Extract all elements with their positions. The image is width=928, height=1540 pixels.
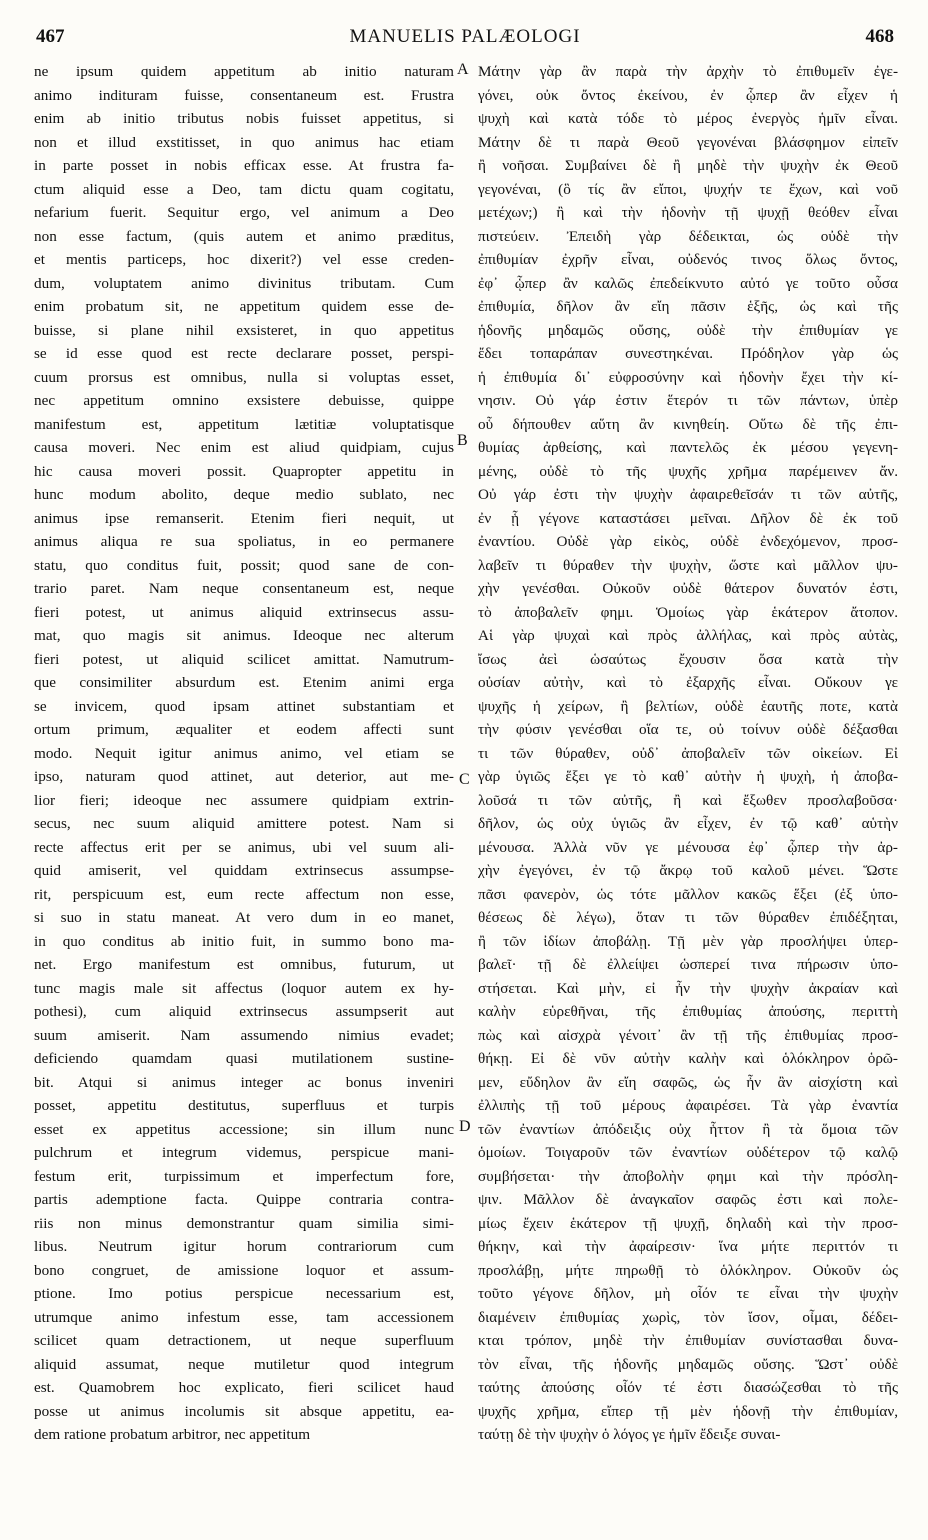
greek-text-line: τι τῶν θύραθεν, οὐδ᾽ ἀποβαλεῖν τῶν οἰκείων. Εἰ: [478, 744, 898, 762]
greek-text-line: στήσεται. Καὶ μὴν, εἰ ἦν τὴν ψυχὴν ἀκραίαν καὶ: [478, 979, 898, 997]
greek-text-line: ἢ τῶν ἰδίων ἀποβάλῃ. Τῇ μὲν γὰρ προσλήψει ὑπερ-: [478, 932, 898, 950]
greek-text-line: πὼς καὶ αἰσχρὰ γένοιτ᾽ ἂν τῇ τῆς ἐπιθυμίας προσ-: [478, 1026, 898, 1044]
latin-text-line: si suo in statu maneat. At vero dum in eo manet,: [34, 909, 454, 926]
greek-text-line: οὗ δήπουθεν αὕτη ἂν κινηθείη. Οὕτω δὲ τῆς ἐπι-: [478, 415, 898, 433]
greek-text-line: ἡ ἐπιθυμία δι᾽ εὐφροσύνην καὶ ἡδονὴν ἔχει τὴν κί-: [478, 368, 898, 386]
greek-column: [478, 60, 898, 1447]
latin-text-line: secus, nec suum aliquid amittere potest. Nam si: [34, 815, 454, 832]
latin-text-line: pothesi), cum aliquid extrinsecus assumpserit aut: [34, 1003, 454, 1020]
greek-text-line: γεγονέναι, (ὃ τίς ἂν εἴποι, ψυχήν τε ἔχων, καὶ νοῦ: [478, 180, 898, 198]
greek-text-line: πιστεύειν. Ἐπειδὴ γὰρ δέδεικται, ὡς οὐδὲ τὴν: [478, 227, 898, 245]
greek-text-line: βαλεῖ· τῇ δὲ ἐλλείψει ὡσπερεί τινα πήρωσιν ὑπο-: [478, 956, 898, 973]
greek-text-line: δῆλον, ὡς οὐχ ὑγιῶς ἂν εἶχεν, ἐν τῷ καθ᾽ αὑτὴν: [478, 815, 898, 832]
greek-text-line: μίως ἔχειν ἑκάτερον τῇ ψυχῇ, δηλαδὴ καὶ τὴν προσ-: [478, 1214, 898, 1232]
greek-text-line: τὸν εἶναι, τῆς ἡδονῆς μηδαμῶς οὔσης. Ὥστ᾽ οὐδὲ: [478, 1355, 898, 1373]
latin-text-line: quid amiserit, vel quiddam extrinsecus assumpse-: [34, 862, 454, 879]
latin-text-line: non esse factum, (quis autem et animo præditus,: [34, 227, 454, 245]
latin-text-line: trario paret. Nam neque consentaneum est, neque: [34, 580, 454, 597]
greek-text-line: πᾶσι φανερὸν, ὡς τότε μᾶλλον κακῶς ἕξει (ἐξ ὑπο-: [478, 885, 898, 903]
latin-text-line: ne ipsum quidem appetitum ab initio naturam: [34, 63, 454, 80]
latin-text-line: in parte posset in nobis efficax esse. At frustra fa-: [34, 157, 454, 174]
greek-text-line: ἐπιθυμίαν ἐχρῆν εἶναι, οὐδενός τινος ὅλως ὄντος,: [478, 251, 898, 268]
latin-text-line: manifestum est, appetitum lætitiæ voluptatisque: [34, 415, 454, 433]
greek-text-line: θέσεως δὲ λέγω), ὅταν τι τῶν θύραθεν ἐπιδέξηται,: [478, 909, 898, 926]
greek-text-line: μένης, οὐδὲ τὸ τῆς ψυχῆς χρῆμα παρέμεινεν ἄν.: [478, 462, 898, 480]
greek-text-line: λοῦσά τι τῶν αὐτῆς, ἢ καὶ ἔξωθεν προσλαβοῦσα·: [478, 791, 898, 809]
latin-text-line: esset ex appetitus accessione; sin illum nunc: [34, 1120, 454, 1138]
latin-text-line: fieri potest, ut aliquid scilicet amittat. Namutrum-: [34, 650, 454, 668]
latin-text-line: bit. Atqui si animus integer ac bonus inveniri: [34, 1073, 454, 1091]
latin-text-line: que consimiliter absurdum est. Etenim animi erga: [34, 674, 454, 691]
greek-text-line: Μάτην δὲ τι παρὰ Θεοῦ γεγονέναι βλάσφημον εἰπεῖν: [478, 133, 898, 151]
latin-text-line: posset, appetitu destitutus, superfluus et turpis: [34, 1097, 454, 1114]
greek-text-line: ὁμοίων. Τοιγαροῦν τῶν ἐναντίων οὐδέτερον τῷ καλῷ: [478, 1144, 898, 1161]
latin-text-line: dum, voluptatem animo divinitus tributam. Cum: [34, 274, 454, 292]
section-marker-a: A: [457, 61, 469, 78]
greek-text-line: ψυχῆς ἡ χείρων, ἢ βελτίων, οὐδὲ ἑαυτῆς ποτε, κατὰ: [478, 697, 898, 715]
greek-text-line: λαβεῖν τι θύραθεν τὴν ψυχὴν, ὥστε καὶ μᾶλλον ψυ-: [478, 556, 898, 574]
latin-text-line: net. Ergo manifestum est omnibus, futurum, ut: [34, 956, 454, 973]
section-marker-b: B: [457, 432, 468, 449]
latin-text-line: animus ipse remanserit. Etenim fieri nequit, ut: [34, 509, 454, 527]
latin-text-line: hunc modum abolito, deque medio sublato, nec: [34, 486, 454, 503]
latin-text-line: statu, quo conditus fuit, possit; quod sane de con-: [34, 556, 454, 574]
latin-text-line: ortum primum, æqualiter et eodem affecti sunt: [34, 721, 454, 738]
greek-text-line: ἡδονῆς μηδαμῶς οὔσης, οὐδὲ τὴν ἐπιθυμίαν γε: [478, 321, 898, 339]
greek-text-line: ἴσως ἀεὶ ὡσαύτως ἔχουσιν ὅσα κατὰ τὴν: [478, 650, 898, 668]
greek-text-line: ἐπιθυμία, δῆλον ἂν εἴη πᾶσιν ἑξῆς, ὡς καὶ τῆς: [478, 298, 898, 315]
greek-text-line: τοῦτο γέγονε δῆλον, μὴ οἷόν τε εἶναι τὴν ψυχὴν: [478, 1285, 898, 1302]
greek-text-line: μένουσα. Ἀλλὰ νῦν γε μένουσα ἐφ᾽ ᾧπερ τὴν ἀρ-: [478, 838, 898, 856]
latin-text-line: modo. Nequit igitur animus animo, vel etiam se: [34, 744, 454, 762]
latin-text-line: nefarium fuerit. Sequitur ergo, vel animum a Deo: [34, 204, 454, 221]
latin-text-line: est. Quamobrem hoc explicato, fieri scilicet haud: [34, 1379, 454, 1396]
greek-text-line: ἢ νοῆσαι. Συμβαίνει δὲ ἢ μηδὲ τὴν ψυχὴν ἐκ Θεοῦ: [478, 157, 898, 174]
latin-text-line: scilicet quam detractionem, ut neque superfluum: [34, 1332, 454, 1349]
greek-text-line: χὴν ἐγεγόνει, ἐν τῷ ἄκρῳ τοῦ καλοῦ μένει. Ὥστε: [478, 862, 898, 879]
greek-text-line: Μάτην γὰρ ἂν παρὰ τὴν ἀρχὴν τὸ ἐπιθυμεῖν ἐγε-: [478, 63, 898, 80]
latin-text-line: ptione. Imo potius perspicue necessarium est,: [34, 1285, 454, 1302]
greek-text-line: θήκῃ. Εἰ δὲ νῦν αὐτὴν καλὴν καὶ ὁλόκληρον ὁρῶ-: [478, 1050, 898, 1067]
greek-text-line: τῶν ἐναντίων ἀπόδειξις οὐχ ἧττον ἢ τὰ ὅμοια τῶν: [478, 1120, 898, 1138]
greek-text-line: θήκην, καὶ τὴν ἀφαίρεσιν· ἵνα μήτε περιττόν τι: [478, 1238, 898, 1255]
latin-column: [34, 60, 454, 1447]
greek-text-line: καλὴν εὑρεθῆναι, τῆς ἐπιθυμίας ἀπούσης, περιττὴ: [478, 1003, 898, 1020]
latin-text-line: bono congruet, de amissione loquor et assum-: [34, 1261, 454, 1279]
page-number-right: 468: [865, 26, 894, 47]
greek-text-line: χὴν γενέσθαι. Οὐκοῦν οὐδὲ θάτερον δυνατόν ἐστι,: [478, 580, 898, 597]
latin-text-line: aliquid assumat, neque mutiletur quod integrum: [34, 1355, 454, 1373]
greek-text-line: οὐσίαν αὐτὴν, καὶ τὸ ἐξαρχῆς εἶναι. Οὔκουν γε: [478, 674, 898, 691]
latin-text-line: tunc magis male sit affectus (loquor autem ex hy-: [34, 979, 454, 997]
latin-text-line: utrumque animo infestum esse, tam accessionem: [34, 1308, 454, 1326]
greek-text-line: συμβήσεται· τὴν ἀποβολὴν φημι καὶ τὴν πρόσλη-: [478, 1167, 898, 1185]
running-head: [32, 26, 898, 52]
latin-text-line: animo indituram fuisse, consentaneum est. Frustra: [34, 86, 454, 104]
greek-text-line: ψυχὴ καὶ κατὰ τόδε τὸ μέρος ἐνεργὸς ἡμῖν εἶναι.: [478, 110, 898, 127]
page-number-left: 467: [36, 26, 65, 47]
latin-text-line: partis ademptione facta. Quippe contraria contra-: [34, 1191, 454, 1208]
greek-text-line: ταύτῃ δὲ τὴν ψυχὴν ὁ λόγος γε ἡμῖν ἔδειξε συναι-: [478, 1426, 781, 1443]
latin-text-line: posse ut animus incolumis sit absque appetitu, ea-: [34, 1402, 454, 1420]
greek-text-line: ἔδει τοπαράπαν συνεστηκέναι. Πρόδηλον γὰρ ὡς: [478, 345, 898, 362]
latin-text-line: nec appetitum omnino exsistere debuisse, quippe: [34, 392, 454, 409]
latin-text-line: hic causa moveri possit. Quapropter appetitu in: [34, 462, 454, 480]
greek-text-line: Αἱ γὰρ ψυχαὶ καὶ πρὸς ἀλλήλας, καὶ πρὸς αὐτὰς,: [478, 627, 898, 644]
latin-text-line: dem ratione probatum arbitror, nec appetitum: [34, 1426, 311, 1443]
latin-text-line: cuum prorsus est omnibus, nulla si voluptas esset,: [34, 368, 454, 386]
greek-text-line: θυμίας ἀρθείσης, καὶ παντελῶς ἐκ μέσου γεγενη-: [478, 439, 898, 456]
latin-text-line: rit, perspicuum est, eum recte affectum non esse,: [34, 885, 454, 903]
greek-text-line: ἐλλιπὴς τῇ τοῦ μέρους ἀφαιρέσει. Τὰ γὰρ ἐναντία: [478, 1097, 898, 1114]
section-marker-d: D: [459, 1118, 471, 1135]
latin-text-line: pulchrum et integrum videmus, perspicue mani-: [34, 1144, 454, 1161]
latin-text-line: non et illud exstitisset, in quo animus hac etiam: [34, 133, 454, 151]
latin-text-line: se invicem, quod ipsam attinet substantiam et: [34, 697, 454, 715]
latin-text-line: deficiendo quamdam quasi mutilationem sustine-: [34, 1050, 454, 1067]
latin-text-line: causa moveri. Nec enim est aliud quidpiam, cujus: [34, 439, 454, 456]
greek-text-line: ἐν ᾗ γέγονε καταστάσει μεῖναι. Δῆλον δὲ ἐκ τοῦ: [478, 509, 898, 527]
latin-text-line: in quo conditus ab initio fuit, in summo bono ma-: [34, 932, 454, 950]
latin-text-line: animus aliqua re sua spoliatus, in eo permanere: [34, 533, 454, 550]
latin-text-line: riis non minus demonstrantur quam similia simi-: [34, 1214, 454, 1232]
latin-text-line: enim probatum sit, ne appetitum quidem esse de-: [34, 298, 454, 315]
greek-text-line: τὴν φύσιν γενέσθαι οἵα τε, οὐ τοίνυν οὐδὲ δέξασθαι: [478, 721, 898, 738]
greek-text-line: κται τρόπον, μηδὲ τὴν ἐπιθυμίαν συνίστασθαι δυνα-: [478, 1332, 898, 1349]
greek-text-line: προσλάβῃ, μήτε πηρωθῇ τὸ ὁλόκληρον. Οὐκοῦν ὡς: [478, 1261, 898, 1279]
greek-text-line: γὰρ ὑγιῶς ἕξει γε τὸ καθ᾽ αὑτὴν ἡ ψυχὴ, ἡ ἀποβα-: [478, 768, 898, 785]
greek-text-line: γόνει, οὐκ ὄντος ἐκείνου, ἐν ᾧπερ ἂν εἶχεν ἡ: [478, 86, 898, 104]
greek-text-line: ψιν. Μᾶλλον δὲ ἀναγκαῖον σαφῶς ἐστι καὶ πολε-: [478, 1191, 898, 1208]
greek-text-line: μεν, εὔδηλον ἂν εἴη σαφῶς, ὡς ἦν ἂν αἰσχίστη καὶ: [478, 1073, 898, 1091]
latin-text-line: libus. Neutrum igitur horum contrariorum cum: [34, 1238, 454, 1255]
greek-text-line: ψυχῆς χρῆμα, εἴπερ τῇ μὲν ἡδονῇ τὴν ἐπιθυμίαν,: [478, 1402, 898, 1420]
greek-text-line: ταύτης ἀπούσης οἷόν τέ ἐστι διασώζεσθαι τὸ τῆς: [478, 1379, 898, 1396]
latin-text-line: et mentis particeps, hoc dixerit?) vel esse creden-: [34, 251, 454, 268]
latin-text-line: fieri potest, ut animus aliquid extrinsecus assu-: [34, 603, 454, 621]
latin-text-line: enim ab initio tributus nobis fuisset appetitus, si: [34, 110, 454, 127]
greek-text-line: τὸ ἀποβαλεῖν φημι. Ὁμοίως γὰρ ἑκάτερον ἄτοπον.: [478, 603, 898, 621]
greek-text-line: διαμένειν ἐπιθυμίας χωρὶς, τὸν ἴσον, οἶμαι, δέδει-: [478, 1308, 898, 1326]
greek-text-line: μετέχων;) ἢ καὶ τὴν ἡδονὴν τῇ ψυχῇ θεόθεν εἶναι: [478, 204, 898, 221]
latin-text-line: festum erit, turpissimum et imperfectum fore,: [34, 1167, 454, 1185]
latin-text-line: lior fieri; ideoque nec assumere quidpiam extrin-: [34, 791, 454, 809]
latin-text-line: buisse, si plane nihil exsisteret, in quo appetitus: [34, 321, 454, 339]
latin-text-line: ctum aliquid esse a Deo, tam dictu quam cogitatu,: [34, 180, 454, 198]
running-title: MANUELIS PALÆOLOGI: [349, 26, 581, 47]
latin-text-line: recte affectus erit per se animus, ubi vel suum ali-: [34, 838, 454, 856]
greek-text-line: ἐναντίου. Οὐδὲ γὰρ εἰκὸς, οὐδὲ ἐνδεχόμενον, προσ-: [478, 533, 898, 550]
greek-text-line: Οὐ γάρ ἐστι τὴν ψυχὴν ἀφαιρεθεῖσάν τι τῶν αὐτῆς,: [478, 486, 898, 503]
section-marker-c: C: [459, 771, 470, 788]
greek-text-line: ἐφ᾽ ᾧπερ ἂν καλῶς ἐπεδείκνυτο αὐτό γε τοῦτο οὖσα: [478, 274, 898, 292]
latin-text-line: mat, quo magis sit animus. Ideoque nec alterum: [34, 627, 454, 644]
greek-text-line: νησιν. Οὐ γάρ ἐστιν ἕτερόν τι τῶν πάντων, ὑπὲρ: [478, 392, 898, 409]
latin-text-line: se id esse quod est recte declarare posset, perspi-: [34, 345, 454, 362]
latin-text-line: ipso, naturam quod attinet, aut deterior, aut me-: [34, 768, 454, 785]
latin-text-line: suum amiserit. Nam assumendo nimius evadet;: [34, 1026, 454, 1044]
